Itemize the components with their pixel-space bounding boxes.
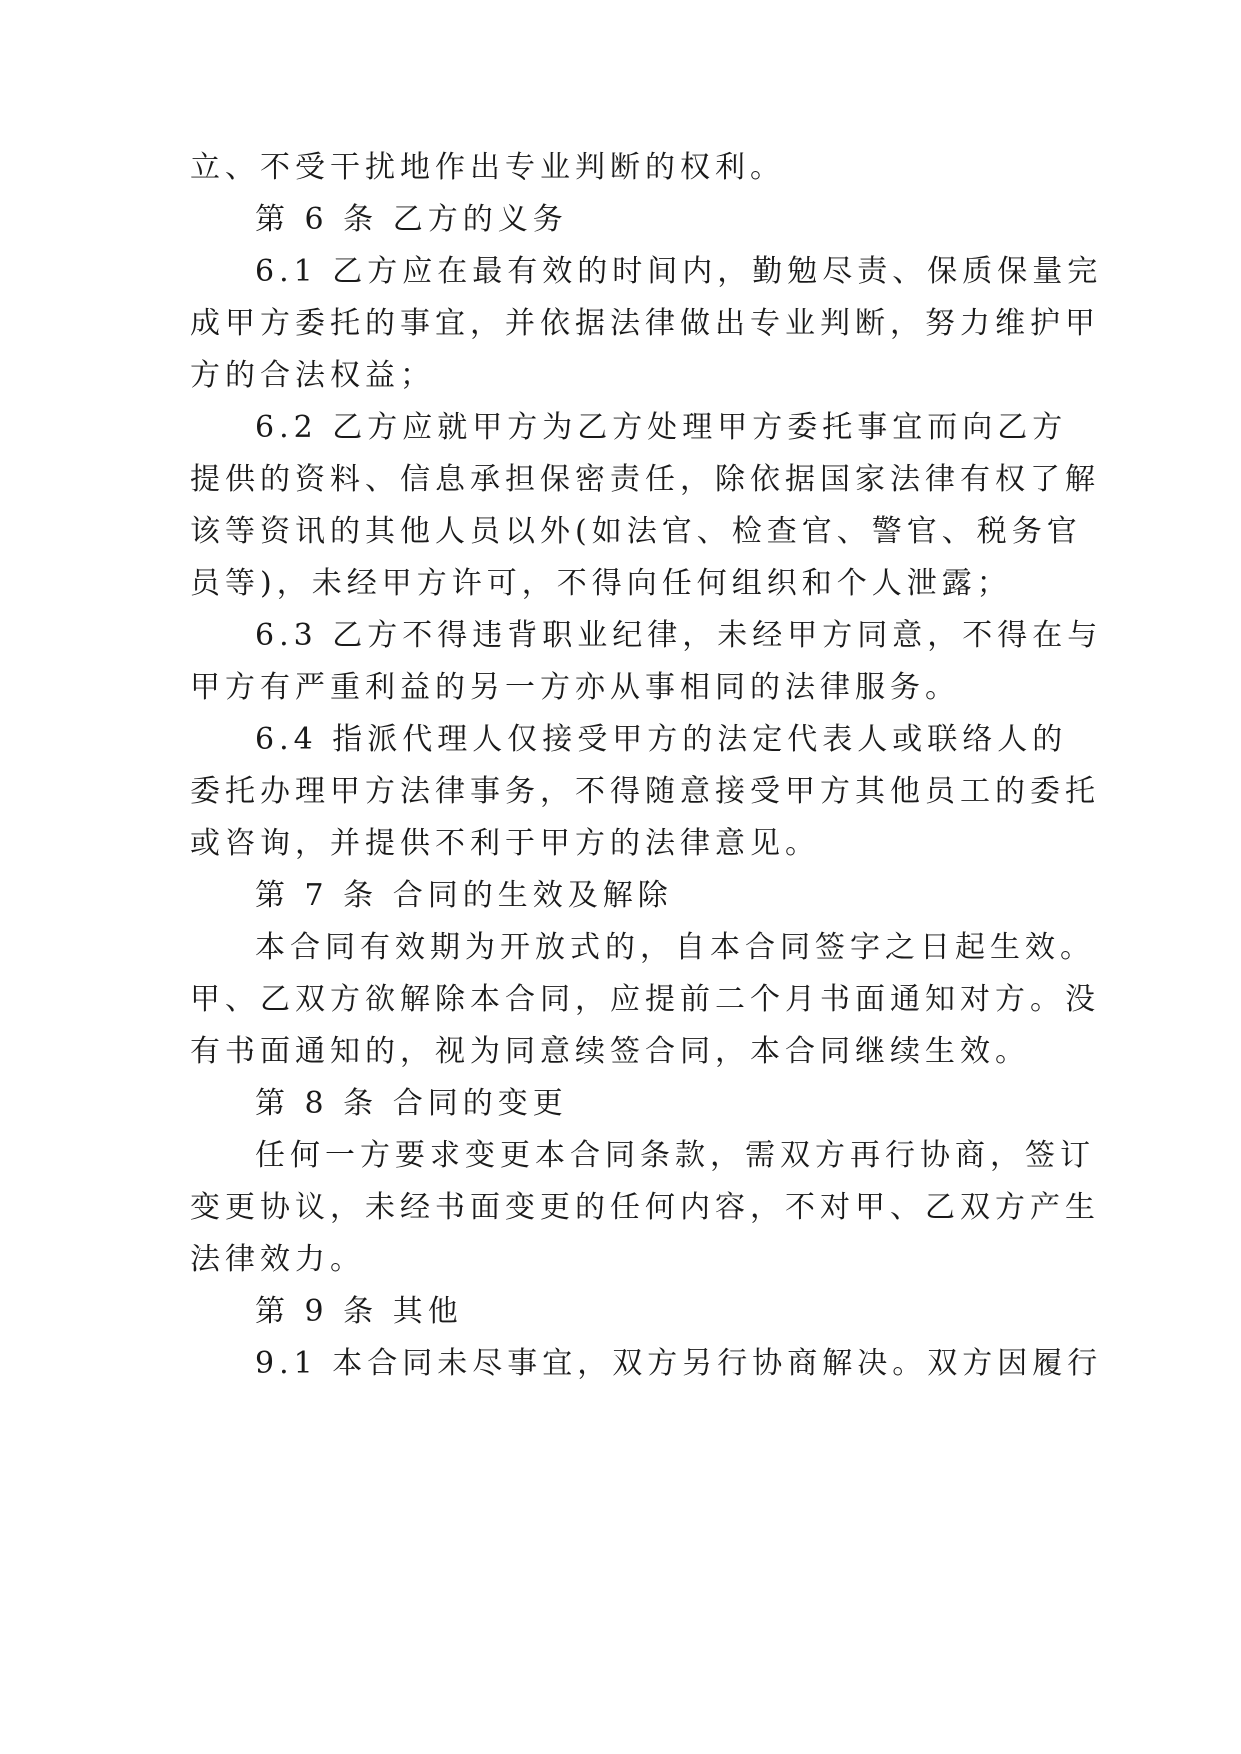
clause-6-1-line-1: 6.1 乙方应在最有效的时间内，勤勉尽责、保质保量完 bbox=[255, 254, 1103, 289]
clause-8-line-3: 法律效力。 bbox=[190, 1242, 365, 1277]
clause-9-1-line-1: 9.1 本合同未尽事宜，双方另行协商解决。双方因履行 bbox=[255, 1346, 1103, 1381]
section-heading-9: 第 9 条 其他 bbox=[255, 1294, 463, 1329]
clause-8-line-1: 任何一方要求变更本合同条款，需双方再行协商，签订 bbox=[255, 1138, 1095, 1173]
section-heading-7: 第 7 条 合同的生效及解除 bbox=[255, 878, 673, 913]
clause-6-2-line-4: 员等)，未经甲方许可，不得向任何组织和个人泄露； bbox=[190, 566, 1012, 601]
clause-6-4-line-3: 或咨询，并提供不利于甲方的法律意见。 bbox=[190, 826, 820, 861]
clause-6-3-line-1: 6.3 乙方不得违背职业纪律，未经甲方同意，不得在与 bbox=[255, 618, 1103, 653]
clause-6-2-line-3: 该等资讯的其他人员以外(如法官、检查官、警官、税务官 bbox=[190, 514, 1082, 549]
clause-6-4-line-1: 6.4 指派代理人仅接受甲方的法定代表人或联络人的 bbox=[255, 722, 1068, 757]
clause-7-line-3: 有书面通知的，视为同意续签合同，本合同继续生效。 bbox=[190, 1034, 1030, 1069]
clause-7-line-1: 本合同有效期为开放式的，自本合同签字之日起生效。 bbox=[255, 930, 1095, 965]
clause-6-3-line-2: 甲方有严重利益的另一方亦从事相同的法律服务。 bbox=[190, 670, 960, 705]
clause-6-2-line-2: 提供的资料、信息承担保密责任，除依据国家法律有权了解 bbox=[190, 462, 1100, 497]
section-heading-6: 第 6 条 乙方的义务 bbox=[255, 202, 568, 237]
clause-6-2-line-1: 6.2 乙方应就甲方为乙方处理甲方委托事宜而向乙方 bbox=[255, 410, 1068, 445]
section-heading-8: 第 8 条 合同的变更 bbox=[255, 1086, 568, 1121]
clause-6-1-line-3: 方的合法权益； bbox=[190, 358, 435, 393]
text-line-1: 立、不受干扰地作出专业判断的权利。 bbox=[190, 150, 785, 185]
clause-6-4-line-2: 委托办理甲方法律事务，不得随意接受甲方其他员工的委托 bbox=[190, 774, 1100, 809]
clause-8-line-2: 变更协议，未经书面变更的任何内容，不对甲、乙双方产生 bbox=[190, 1190, 1100, 1225]
clause-6-1-line-2: 成甲方委托的事宜，并依据法律做出专业判断，努力维护甲 bbox=[190, 306, 1100, 341]
clause-7-line-2: 甲、乙双方欲解除本合同，应提前二个月书面通知对方。没 bbox=[190, 982, 1100, 1017]
